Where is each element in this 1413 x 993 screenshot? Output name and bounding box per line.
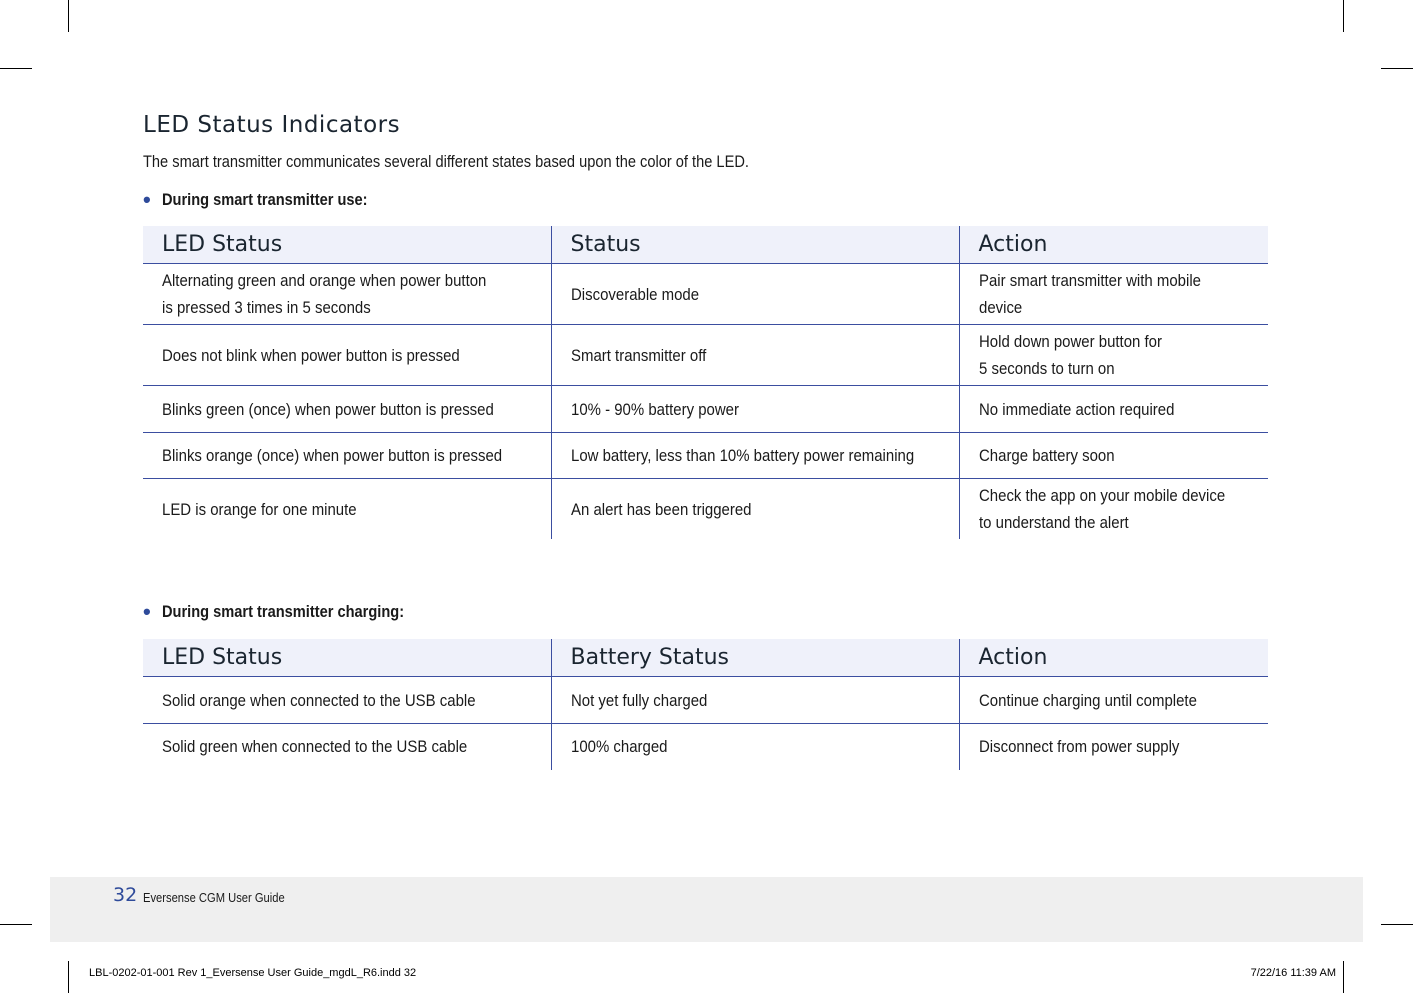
slug-timestamp: 7/22/16 11:39 AM bbox=[1250, 967, 1336, 979]
cell-text-line: Continue charging until complete bbox=[978, 690, 1197, 710]
bullet-use bbox=[143, 187, 401, 213]
bullet-charging bbox=[143, 599, 444, 625]
action-cell bbox=[959, 433, 1268, 479]
led-status-table-charging bbox=[143, 639, 1268, 770]
table-row bbox=[143, 724, 1268, 770]
footer-bar bbox=[50, 877, 1363, 942]
cell-text-line: 10% - 90% battery power bbox=[570, 399, 739, 419]
crop-mark bbox=[68, 0, 69, 32]
table-header-row bbox=[143, 226, 1268, 264]
column-header-led-status: LED Status bbox=[143, 226, 551, 264]
cell-text-line: Pair smart transmitter with mobile bbox=[978, 271, 1201, 290]
cell-text-line: Check the app on your mobile device bbox=[978, 486, 1225, 505]
status-cell bbox=[551, 433, 959, 479]
status-cell bbox=[551, 479, 959, 540]
status-cell bbox=[551, 677, 959, 724]
cell-text-line: Low battery, less than 10% battery power remaining bbox=[570, 446, 914, 465]
cell-text-line: 5 seconds to turn on bbox=[978, 359, 1115, 378]
led-status-cell bbox=[143, 386, 551, 433]
cell-text-line: Smart transmitter off bbox=[570, 345, 706, 365]
table-row bbox=[143, 433, 1268, 479]
action-cell bbox=[959, 479, 1268, 540]
crop-mark bbox=[1343, 961, 1344, 993]
crop-mark bbox=[1381, 68, 1413, 69]
led-status-cell bbox=[143, 724, 551, 770]
status-cell bbox=[551, 386, 959, 433]
table-row bbox=[143, 325, 1268, 386]
cell-text-line: Charge battery soon bbox=[978, 446, 1115, 465]
bullet-dot-icon: • bbox=[143, 187, 151, 212]
cell-text-line: Blinks orange (once) when power button is pressed bbox=[162, 446, 503, 465]
page-title: LED Status Indicators bbox=[143, 112, 401, 138]
cell-text-line: Alternating green and orange when power button bbox=[162, 271, 487, 290]
crop-mark bbox=[68, 961, 69, 993]
cell-text-line: Discoverable mode bbox=[570, 284, 699, 304]
cell-text-line: 100% charged bbox=[570, 737, 667, 757]
led-status-table-use bbox=[143, 226, 1268, 539]
column-header-status: Status bbox=[551, 226, 959, 264]
table-row bbox=[143, 677, 1268, 724]
crop-mark bbox=[0, 924, 32, 925]
status-cell bbox=[551, 264, 959, 325]
intro-paragraph: The smart transmitter communicates several different states based upon the color of the LED. bbox=[143, 152, 749, 171]
crop-mark bbox=[1343, 0, 1344, 32]
crop-mark bbox=[1381, 924, 1413, 925]
table-row bbox=[143, 479, 1268, 540]
cell-text-line: Does not blink when power button is pressed bbox=[162, 345, 460, 365]
cell-text-line: Hold down power button for bbox=[978, 332, 1162, 351]
cell-text-line: Blinks green (once) when power button is pressed bbox=[162, 399, 494, 419]
cell-text-line: Solid green when connected to the USB cable bbox=[162, 737, 468, 757]
bullet-charging-label: During smart transmitter charging: bbox=[162, 602, 405, 621]
guide-name: Eversense CGM User Guide bbox=[143, 890, 285, 905]
column-header-led-status: LED Status bbox=[143, 639, 551, 677]
cell-text-line: An alert has been triggered bbox=[570, 499, 751, 519]
crop-mark bbox=[0, 68, 32, 69]
cell-text-line: Not yet fully charged bbox=[570, 690, 707, 710]
led-status-cell bbox=[143, 433, 551, 479]
cell-text-line: to understand the alert bbox=[978, 513, 1129, 532]
column-header-action: Action bbox=[959, 226, 1268, 264]
bullet-dot-icon: • bbox=[143, 599, 151, 624]
table-row bbox=[143, 264, 1268, 325]
column-header-battery-status: Battery Status bbox=[551, 639, 959, 677]
cell-text-line: LED is orange for one minute bbox=[162, 499, 357, 519]
cell-text-line: No immediate action required bbox=[978, 399, 1174, 419]
led-status-cell bbox=[143, 677, 551, 724]
page-number: 32 bbox=[113, 884, 138, 906]
led-status-cell bbox=[143, 325, 551, 386]
action-cell bbox=[959, 386, 1268, 433]
status-cell bbox=[551, 724, 959, 770]
cell-text-line: Solid orange when connected to the USB cable bbox=[162, 690, 476, 710]
cell-text-line: is pressed 3 times in 5 seconds bbox=[162, 298, 371, 317]
column-header-action: Action bbox=[959, 639, 1268, 677]
led-status-cell bbox=[143, 264, 551, 325]
slug-file-info: LBL-0202-01-001 Rev 1_Eversense User Guide_mgdL_R6.indd 32 bbox=[89, 967, 417, 979]
cell-text-line: Disconnect from power supply bbox=[978, 737, 1179, 757]
bullet-use-label: During smart transmitter use: bbox=[162, 190, 368, 209]
led-status-cell bbox=[143, 479, 551, 540]
cell-text-line: device bbox=[978, 298, 1022, 317]
table-header-row bbox=[143, 639, 1268, 677]
action-cell bbox=[959, 724, 1268, 770]
action-cell bbox=[959, 264, 1268, 325]
table-row bbox=[143, 386, 1268, 433]
status-cell bbox=[551, 325, 959, 386]
action-cell bbox=[959, 325, 1268, 386]
action-cell bbox=[959, 677, 1268, 724]
